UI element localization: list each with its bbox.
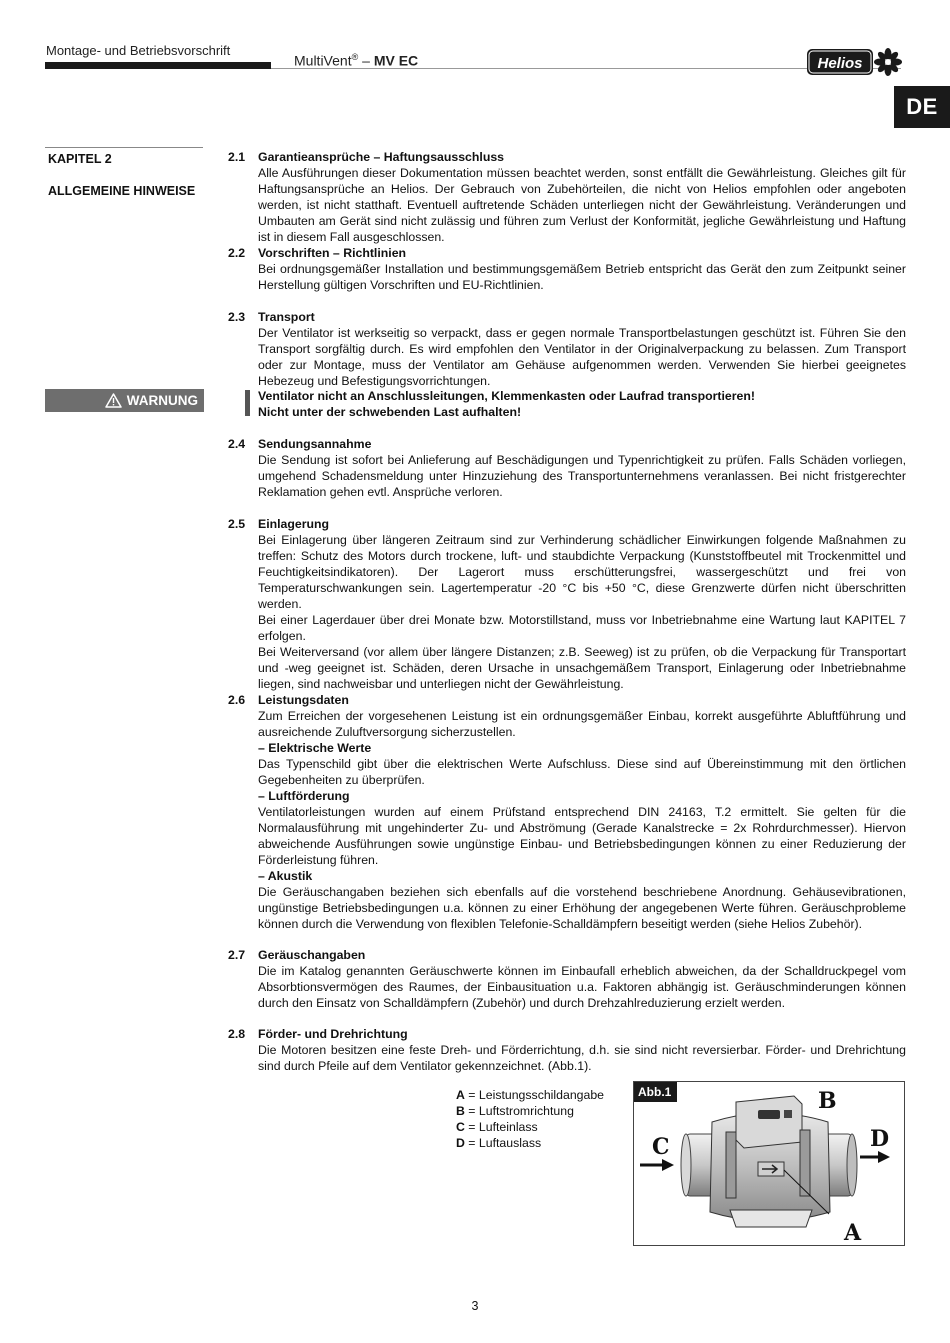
figure-label-c: C (652, 1134, 670, 1160)
legend-key: B (456, 1104, 465, 1118)
page-number: 3 (471, 1299, 479, 1313)
fan-illustration (634, 1082, 905, 1246)
section-title: Sendungsannahme (258, 437, 372, 451)
section-number: 2.3 (228, 310, 246, 324)
figure-label-d: D (870, 1126, 890, 1152)
legend-key: A (456, 1088, 465, 1102)
section-2-7 (228, 947, 906, 1011)
legend-item-b (456, 1103, 604, 1119)
language-badge: DE (894, 86, 950, 128)
product-dash: – (358, 52, 374, 69)
section-title: Transport (258, 310, 315, 324)
figure-label-a: A (844, 1220, 862, 1246)
legend-item-a (456, 1087, 604, 1103)
legend-text: = Luftstromrichtung (464, 1104, 574, 1118)
product-name (294, 52, 418, 69)
warning-label: WARNUNG (126, 393, 198, 408)
section-text: Bei einer Lagerdauer über drei Monate bzw. Motorstillstand, muss vor Inbetriebnahme eine Wartung laut KAPITEL 7 erfolgen. (258, 613, 906, 643)
subsection-text: Ventilatorleistungen wurden auf einem Prüfstand entsprechend DIN 24163, T.2 ermittelt. Sie gelten für die Normalausführung mit ungehinderter Zu- und Abströmung (Gerade Kanalstrecke = 2x Rohrdurchmesser). Hiervon abweichende Ausführungen sowie ungünstige Einbau- und Betriebsbedingungen können zu einer Reduzierung der Förderleistung führen. (258, 805, 906, 867)
section-number: 2.6 (228, 693, 246, 707)
section-text: Bei Einlagerung über längeren Zeitraum sind zur Verhinderung schädlicher Einwirkungen folgende Maßnahmen zu treffen: Schutz des Motors durch trockene, luft- und staubdichte Verpackung (Kunststoffbeutel mit Trockenmittel und Feuchtigkeitsindikatoren). Der Lagerort muss erschütterungsfrei, wassergeschützt und frei von Temperaturschwankungen sein. Lagertemperatur -20 °C bis +50 °C, diese Grenzwerte dürfen nicht überschritten werden. (258, 533, 906, 611)
section-title: Förder- und Drehrichtung (258, 1027, 408, 1041)
warning-line: Ventilator nicht an Anschlussleitungen, Klemmenkasten oder Laufrad transportieren! (258, 389, 755, 403)
warning-box (45, 389, 204, 412)
chapter-title: ALLGEMEINE HINWEISE (48, 184, 196, 198)
section-title: Einlagerung (258, 517, 330, 531)
figure-tag: Abb.1 (634, 1082, 677, 1102)
chapter-label: KAPITEL 2 (48, 152, 112, 166)
section-text: Der Ventilator ist werkseitig so verpackt, dass er gegen normale Transportbelastungen geschützt ist. Führen Sie den Transport sorgfältig durch. Es wird empfohlen den Ventilator in der Originalverpackung zu belassen. Zum Transport oder zur Montage, muss der Ventilator am Gehäuse aufgenommen werden. Verwenden Sie hierbei geeignetes Hebezeug und Befestigungsvorrichtungen. (258, 326, 906, 388)
section-2-4 (228, 436, 906, 500)
legend-text: = Lufteinlass (464, 1120, 538, 1134)
subsection-title: – Luftförderung (258, 789, 350, 803)
subsection-text: Das Typenschild gibt über die elektrischen Werte Aufschluss. Diese sind auf Übereinstimmung mit den örtlichen Gegebenheiten zu überprüfen. (258, 757, 906, 787)
subsection-title: – Akustik (258, 869, 313, 883)
section-text: Bei ordnungsgemäßer Installation und bestimmungsgemäßem Betrieb entspricht das Gerät den zum Zeitpunkt seiner Herstellung gültigen Vorschriften und EU-Richtlinien. (258, 262, 906, 292)
product-prefix: MultiVent (294, 52, 352, 69)
product-model: MV EC (373, 52, 419, 69)
section-number: 2.5 (228, 517, 246, 531)
warning-triangle-icon (105, 393, 122, 408)
subsection-text: Die Geräuschangaben beziehen sich ebenfalls auf die vorstehend beschriebene Anordnung. Gehäusevibrationen, ungünstige Betriebsbedingungen u.a. können zu einer Erhöhung der angegebenen Werte führen. Geräuschprobleme können durch die Verwendung von flexiblen Telefonie-Schalldämpfern beseitigt werden (siehe Helios Zubehör). (258, 885, 906, 931)
warning-line: Nicht unter der schwebenden Last aufhalten! (258, 405, 522, 419)
section-title: Leistungsdaten (258, 693, 349, 707)
section-text: Die im Katalog genannten Geräuschwerte können im Einbaufall erheblich abweichen, da der Schalldruckpegel vom Absorbtionsvermögen des Raumes, der Einbausituation u.a. Faktoren abhängig ist. Geräuschminderungen können durch den Einsatz von Schalldämpfern (Zubehör) und durch Drehzahlreduzierung erzielt werden. (258, 964, 906, 1010)
subsection-title: – Elektrische Werte (258, 741, 372, 755)
section-2-1 (228, 149, 906, 245)
section-2-8 (228, 1026, 906, 1074)
section-number: 2.1 (228, 150, 246, 164)
helios-logo (807, 47, 903, 77)
section-text: Zum Erreichen der vorgesehenen Leistung ist ein ordnungsgemäßer Einbau, korrekt ausgeführte Abluftführung und ausreichende Zuluftversorgung sicherzustellen. (258, 709, 906, 739)
section-text: Die Sendung ist sofort bei Anlieferung auf Beschädigungen und Typenrichtigkeit zu prüfen. Falls Schäden vorliegen, umgehend Schadensmeldung unter Hinzuziehung des Transportunternehmens veranlassen. Bei nicht fristgerechter Reklamation gehen evtl. Ansprüche verloren. (258, 453, 906, 499)
section-text: Bei Weiterversand (vor allem über längere Distanzen; z.B. Seeweg) ist zu prüfen, ob die Verpackung für Transportart und -weg geeignet ist. Schäden, deren Ursache in unsachgemäßem Transport, Einlagerung oder Inbetriebnahme liegen, sind nachweisbar und unterliegen nicht der Gewährleistung. (258, 645, 906, 691)
legend-key: C (456, 1120, 465, 1134)
warning-bar (245, 390, 250, 416)
section-number: 2.7 (228, 948, 246, 962)
figure-abb1 (633, 1081, 905, 1246)
section-title: Vorschriften – Richtlinien (258, 246, 407, 260)
section-2-2 (228, 245, 906, 293)
section-text: Alle Ausführungen dieser Dokumentation müssen beachtet werden, sonst entfällt die Gewährleistung. Gleiches gilt für Haftungsansprüche an Helios. Der Gebrauch von Zubehörteilen, die nicht von Helios empfohlen oder angeboten werden, ist nicht statthaft. Eventuell auftretende Schäden unterliegen nicht der Gewährleistung. Veränderungen und Umbauten am Gerät sind nicht zulässig und führen zum Verlust der Konformität, jegliche Gewährleistung und Haftung ist in diesem Fall ausgeschlossen. (258, 166, 906, 244)
section-title: Garantieansprüche – Haftungsausschluss (258, 150, 505, 164)
section-number: 2.2 (228, 246, 246, 260)
section-number: 2.8 (228, 1027, 246, 1041)
figure-legend (456, 1087, 604, 1151)
section-title: Geräuschangaben (258, 948, 366, 962)
section-2-3 (228, 309, 906, 389)
legend-item-d (456, 1135, 604, 1151)
document-type: Montage- und Betriebsvorschrift (46, 43, 231, 58)
legend-text: = Luftauslass (464, 1136, 542, 1150)
legend-key: D (456, 1136, 465, 1150)
legend-text: = Leistungsschildangabe (464, 1088, 605, 1102)
logo-text: Helios (817, 55, 863, 72)
section-2-6 (228, 692, 906, 932)
section-number: 2.4 (228, 437, 246, 451)
product-reg: ® (351, 52, 359, 62)
figure-label-b: B (818, 1088, 837, 1114)
section-2-5 (228, 516, 906, 692)
section-text: Die Motoren besitzen eine feste Dreh- und Förderrichtung, d.h. sie sind nicht reversierbar. Förder- und Drehrichtung sind durch Pfeile auf dem Ventilator gekennzeichnet. (Abb.1). (258, 1043, 906, 1073)
sidebar-rule (45, 147, 203, 148)
legend-item-c (456, 1119, 604, 1135)
warning-text (258, 388, 755, 420)
header-bar (45, 62, 271, 69)
